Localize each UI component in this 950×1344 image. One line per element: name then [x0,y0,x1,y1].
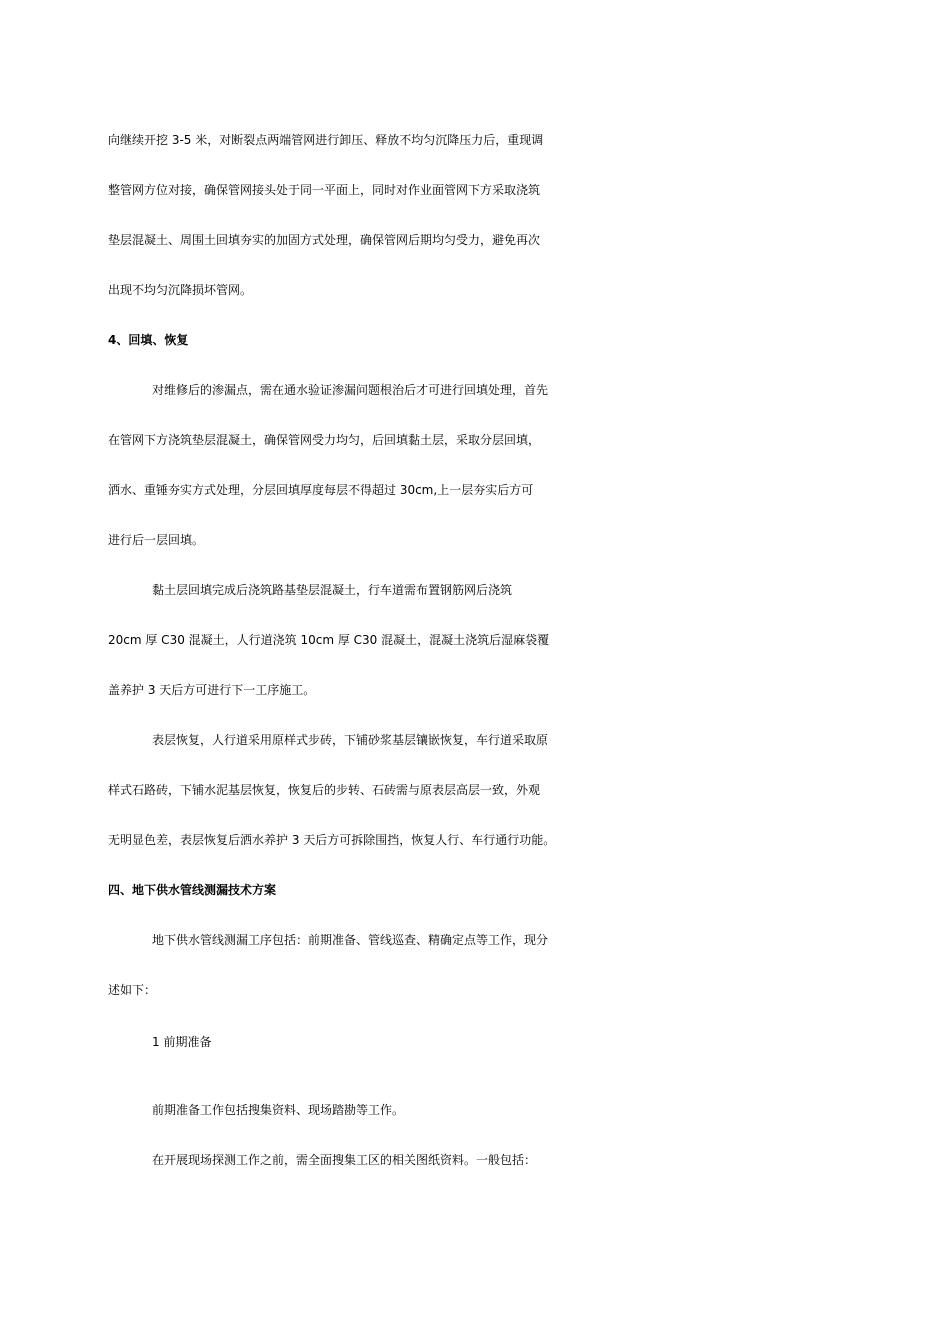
heading-leak-detection-plan: 四、地下供水管线测漏技术方案 [108,883,277,897]
para3-line-3: 盖养护 3 天后方可进行下一工序施工。 [108,683,316,697]
para1-line-4: 出现不均匀沉降损坏管网。 [108,283,253,297]
para4-line-2: 样式石路砖，下铺水泥基层恢复，恢复后的步转、石砖需与原表层高层一致，外观 [108,783,541,797]
para2-line-2: 在管网下方浇筑垫层混凝土，确保管网受力均匀，后回填黏土层，采取分层回填， [108,433,541,447]
para1-line-3: 垫层混凝土、周围土回填夯实的加固方式处理，确保管网后期均匀受力，避免再次 [108,233,541,247]
heading-backfill-restore: 4、回填、恢复 [108,333,189,347]
subheading-preparation: 1 前期准备 [152,1035,212,1049]
para4-line-3: 无明显色差，表层恢复后洒水养护 3 天后方可拆除围挡，恢复人行、车行通行功能。 [108,833,556,847]
para7-line-1: 在开展现场探测工作之前，需全面搜集工区的相关图纸资料。一般包括： [152,1153,537,1167]
para6-line-1: 前期准备工作包括搜集资料、现场踏勘等工作。 [152,1103,405,1117]
para5-line-2: 述如下： [108,983,157,997]
para2-line-1: 对维修后的渗漏点，需在通水验证渗漏问题根治后才可进行回填处理，首先 [152,383,549,397]
para3-line-1: 黏土层回填完成后浇筑路基垫层混凝土，行车道需布置钢筋网后浇筑 [152,583,513,597]
para4-line-1: 表层恢复，人行道采用原样式步砖，下铺砂浆基层镶嵌恢复，车行道采取原 [152,733,549,747]
para2-line-4: 进行后一层回填。 [108,533,205,547]
para3-line-2: 20cm 厚 C30 混凝土，人行道浇筑 10cm 厚 C30 混凝土，混凝土浇筑后湿麻袋覆 [108,633,550,647]
para2-line-3: 洒水、重锤夯实方式处理，分层回填厚度每层不得超过 30cm,上一层夯实后方可 [108,483,534,497]
para5-line-1: 地下供水管线测漏工序包括：前期准备、管线巡查、精确定点等工作，现分 [152,933,549,947]
para1-line-1: 向继续开挖 3-5 米，对断裂点两端管网进行卸压、释放不均匀沉降压力后，重现调 [108,133,544,147]
para1-line-2: 整管网方位对接，确保管网接头处于同一平面上，同时对作业面管网下方采取浇筑 [108,183,541,197]
